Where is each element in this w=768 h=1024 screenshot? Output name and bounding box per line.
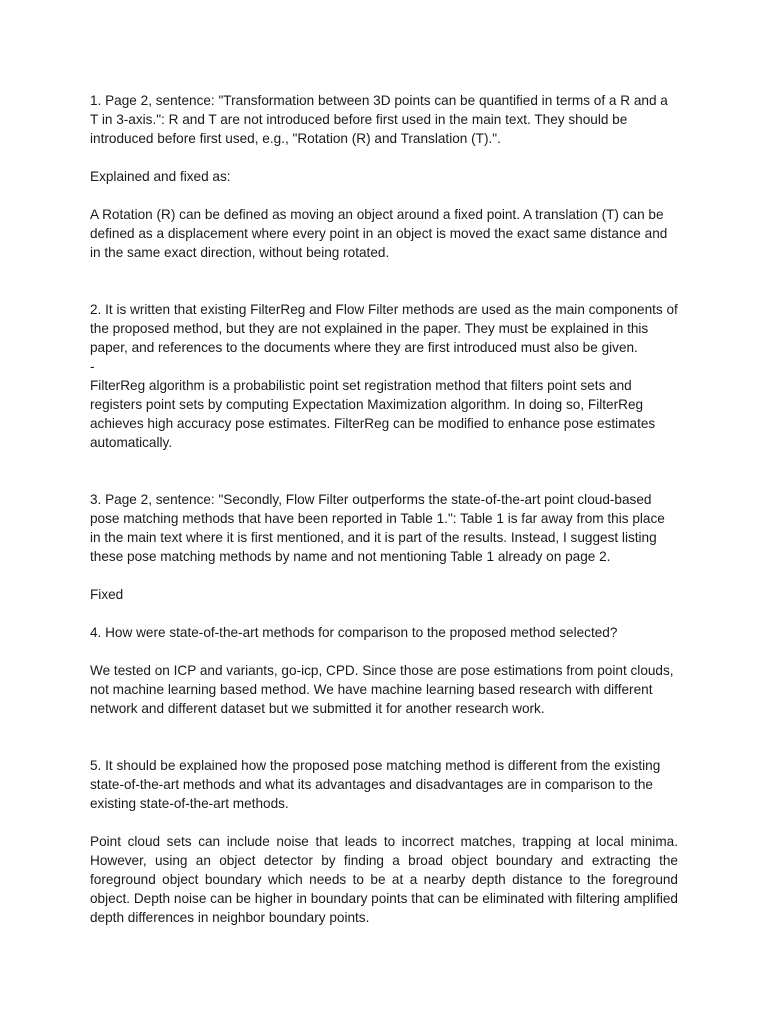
comment-3: 3. Page 2, sentence: "Secondly, Flow Filter outperforms the state-of-the-art point cloud-based pose matching methods that have been reported in Table 1.": Table 1 is far away from this place in the main text where it is first mentioned, and it is part of the results. Instead, I suggest listing these pose matching methods by name and not mentioning Table 1 already on page 2. (90, 492, 665, 564)
response-1: A Rotation (R) can be defined as moving an object around a fixed point. A translation (T) can be defined as a displacement where every point in an object is moved the exact same distance and in the same exact direction, without being rotated. (90, 207, 668, 260)
response-1-label: Explained and fixed as: (90, 169, 231, 184)
separator-dash: - (90, 359, 95, 374)
document-page (90, 91, 678, 927)
spacer (90, 148, 678, 167)
spacer (90, 262, 678, 300)
comment-4: 4. How were state-of-the-art methods for comparison to the proposed method selected? (90, 625, 618, 640)
response-4: We tested on ICP and variants, go-icp, CPD. Since those are pose estimations from point clouds, not machine learning based method. We have machine learning based research with different network and different dataset but we submitted it for another research work. (90, 663, 674, 716)
response-3: Fixed (90, 587, 124, 602)
response-2: FilterReg algorithm is a probabilistic point set registration method that filters point sets and registers point sets by computing Expectation Maximization algorithm. In doing so, FilterReg achieves high accuracy pose estimates. FilterReg can be modified to enhance pose estimates automatically. (90, 378, 656, 450)
comment-1: 1. Page 2, sentence: "Transformation between 3D points can be quantified in terms of a R and a T in 3-axis.": R and T are not introduced before first used in the main text. They should be introduced before first used, e.g., "Rotation (R) and Translation (T).". (90, 93, 668, 146)
spacer (90, 604, 678, 623)
spacer (90, 566, 678, 585)
comment-5: 5. It should be explained how the proposed pose matching method is different from the existing state-of-the-art methods and what its advantages and disadvantages are in comparison to the existing state-of-the-art methods. (90, 758, 661, 811)
spacer (90, 186, 678, 205)
response-5: Point cloud sets can include noise that leads to incorrect matches, trapping at local minima. However, using an object detector by finding a broad object boundary and extracting the foreground object boundary which needs to be at a nearby depth distance to the foreground object. Depth noise can be higher in boundary points that can be eliminated with filtering amplified depth differences in neighbor boundary points. (90, 834, 678, 925)
spacer (90, 718, 678, 756)
spacer (90, 452, 678, 490)
spacer (90, 642, 678, 661)
comment-2: 2. It is written that existing FilterReg and Flow Filter methods are used as the main components of the proposed method, but they are not explained in the paper. They must be explained in this paper, and references to the documents where they are first introduced must also be given. (90, 302, 678, 355)
spacer (90, 813, 678, 832)
